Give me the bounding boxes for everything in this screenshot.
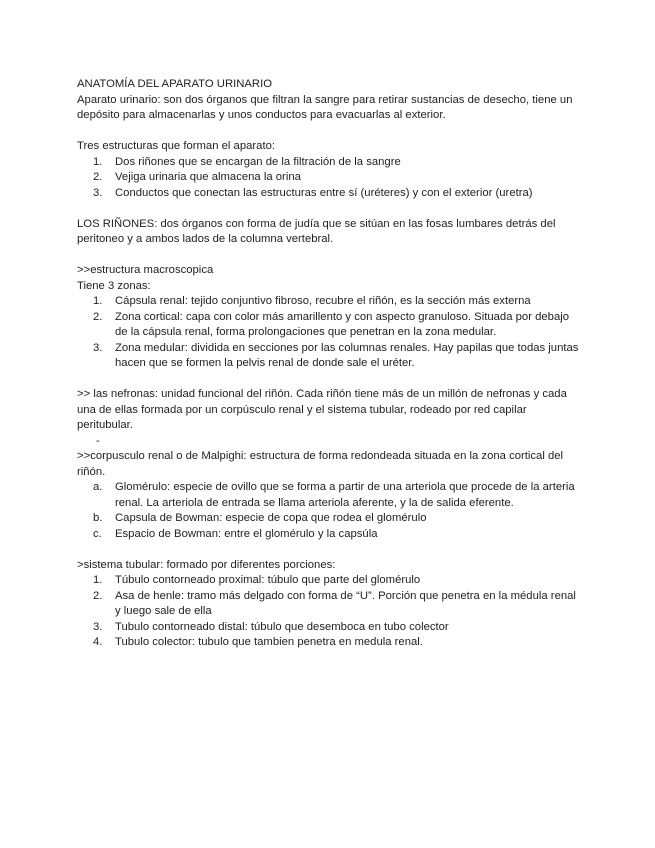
list-item: [77, 341, 582, 372]
list-item-text: Vejiga urinaria que almacena la orina: [115, 171, 301, 183]
macro-heading: >>estructura macroscopica: [77, 264, 214, 276]
spacer: [77, 124, 582, 140]
list-item-text: Zona cortical: capa con color más amarillento y con aspecto granuloso. Situada por debajo de la cápsula renal, forma prolongaciones que penetran en la zona medular.: [115, 310, 570, 338]
list-item-text: Tubulo colector: tubulo que tambien penetra en medula renal.: [115, 636, 423, 648]
document-title: ANATOMÍA DEL APARATO URINARIO: [77, 78, 273, 90]
list-item: [77, 186, 582, 202]
list-item: [77, 635, 582, 651]
spacer: [77, 248, 582, 264]
list-marker: 3.: [93, 620, 103, 633]
list-item-text: Glomérulo: especie de ovillo que se forma a partir de una arteriola que procede de la arteria renal. La arteriola de entrada se llama arteriola aferente, y la de salida eferente.: [115, 481, 575, 509]
list-item: [77, 294, 582, 310]
list-item-text: Asa de henle: tramo más delgado con forma de “U”. Porción que penetra en la médula renal y luego sale de ella: [115, 589, 576, 617]
list-marker: 3.: [93, 186, 103, 199]
list-marker: c.: [93, 527, 102, 540]
list-item-text: Tubulo contorneado distal: túbulo que desemboca en tubo colector: [115, 620, 449, 633]
tubular-list: [77, 573, 582, 651]
dash-bullet: -: [96, 434, 100, 447]
zones-heading: Tiene 3 zonas:: [77, 279, 151, 292]
list-item: [77, 480, 582, 511]
list-marker: 1.: [93, 574, 103, 586]
list-item-text: Espacio de Bowman: entre el glomérulo y la capsúla: [115, 527, 378, 540]
list-item: [77, 589, 582, 620]
structures-list: [77, 155, 582, 202]
spacer: [77, 201, 582, 217]
document-body: [77, 77, 582, 651]
nephrons-paragraph: >> las nefronas: unidad funcional del riñón. Cada riñón tiene más de un millón de nefronas y cada una de ellas formada por un corpúsculo renal y el sistema tubular, rodeado por red capilar peritubular.: [77, 388, 567, 431]
list-item-text: Túbulo contorneado proximal: túbulo que parte del glomérulo: [115, 574, 421, 586]
corpuscle-paragraph: >>corpusculo renal o de Malpighi: estructura de forma redondeada situada en la zona cortical del riñón.: [77, 450, 564, 478]
list-marker: 2.: [93, 310, 103, 323]
list-item: [77, 573, 582, 589]
list-item-text: Cápsula renal: tejido conjuntivo fibroso, recubre el riñón, es la sección más externa: [115, 295, 531, 307]
intro-paragraph: Aparato urinario: son dos órganos que filtran la sangre para retirar sustancias de desecho, tiene un depósito para almacenarlas y unos conductos para evacuarlas al exterior.: [77, 93, 573, 121]
kidneys-paragraph: LOS RIÑONES: dos órganos con forma de judía que se sitúan en las fosas lumbares detrás del peritoneo y a ambos lados de la columna vertebral.: [77, 217, 556, 245]
list-marker: 1.: [93, 155, 103, 168]
list-item: [77, 170, 582, 186]
list-marker: 2.: [93, 589, 103, 602]
list-item-text: Capsula de Bowman: especie de copa que rodea el glomérulo: [115, 512, 427, 524]
list-item-text: Zona medular: dividida en secciones por las columnas renales. Hay papilas que todas juntas hacen que se formen la pelvis renal de donde sale el uréter.: [115, 341, 579, 369]
list-item-text: Dos riñones que se encargan de la filtración de la sangre: [115, 155, 401, 168]
list-item: [77, 155, 582, 171]
list-item-text: Conductos que conectan las estructuras entre sí (uréteres) y con el exterior (uretra): [115, 186, 533, 199]
list-item: [77, 310, 582, 341]
list-item: [77, 527, 582, 543]
structures-heading: Tres estructuras que forman el aparato:: [77, 140, 275, 152]
list-marker: 3.: [93, 341, 103, 354]
list-marker: b.: [93, 512, 103, 524]
list-marker: 1.: [93, 295, 103, 307]
list-item: [77, 620, 582, 636]
zones-list: [77, 294, 582, 372]
spacer: [77, 372, 582, 388]
spacer: [77, 542, 582, 558]
list-marker: 4.: [93, 636, 103, 648]
list-marker: 2.: [93, 171, 103, 183]
corpuscle-list: [77, 480, 582, 542]
list-item: [77, 511, 582, 527]
tubular-heading: >sistema tubular: formado por diferentes porciones:: [77, 558, 336, 571]
list-marker: a.: [93, 481, 103, 493]
